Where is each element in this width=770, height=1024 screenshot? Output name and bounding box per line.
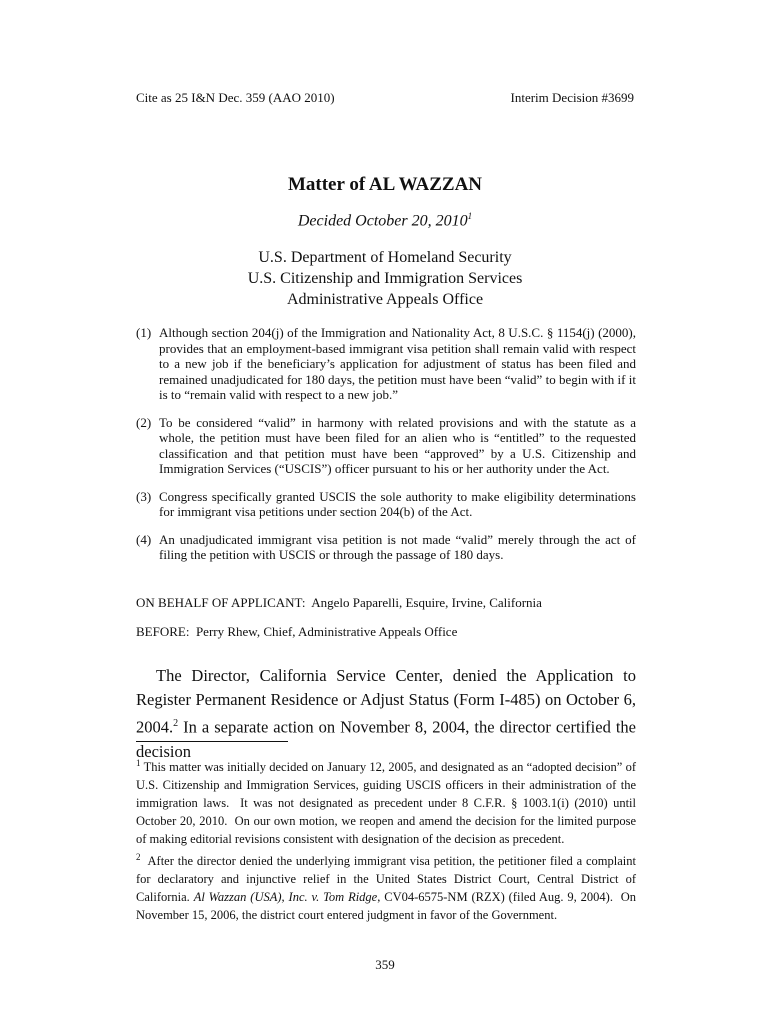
footnote-text: , CV04-6575-NM (RZX) (filed Aug. 9, 2004). On November 15, 2006, the district court entered judgment in favor of the Government. xyxy=(136,890,640,923)
case-title: Matter of AL WAZZAN xyxy=(287,174,483,195)
footnote-divider xyxy=(136,741,288,742)
headnote-item xyxy=(136,532,636,563)
headnote-number: (3) xyxy=(136,488,152,504)
headnotes xyxy=(136,325,636,575)
page-number: 359 xyxy=(375,957,395,972)
opinion-body xyxy=(136,664,636,764)
decided-text: Decided October 20, 2010 xyxy=(297,212,468,230)
headnote-number: (2) xyxy=(136,414,152,430)
headnote-item xyxy=(136,325,636,403)
footnote-text: After the director denied the underlying immigrant visa petition, the petitioner filed a complaint for declaratory and injunctive relief in the United States District Court, Central District of California. xyxy=(136,854,640,905)
footnote-ref-2[interactable]: 2 xyxy=(173,718,179,729)
footnote-1 xyxy=(136,754,640,848)
footnote-ref-1[interactable]: 1 xyxy=(467,211,473,221)
body-text-part-1: The Director, California Service Center, denied the Application to Register Permanent Residence or Adjust Status (Form I-485) on October 6, 2004. xyxy=(136,666,636,737)
agency-line-2: U.S. Citizenship and Immigration Services xyxy=(247,270,523,287)
headnote-number: (1) xyxy=(136,325,152,340)
footnote-marker: 2 xyxy=(136,852,141,863)
agency-block xyxy=(0,247,770,310)
headnote-text: Congress specifically granted USCIS the sole authority to make eligibility determinations for immigrant visa petitions under section 204(b) of the Act. xyxy=(159,488,636,519)
headnote-text: An unadjudicated immigrant visa petition is not made “valid” merely through the act of filing the petition with USCIS or through the passage of 180 days. xyxy=(159,531,636,562)
headnote-item xyxy=(136,489,636,520)
body-text-part-2: In a separate action on November 8, 2004, the director certified the decision xyxy=(136,717,636,761)
headnote-number: (4) xyxy=(136,531,152,547)
headnote-text: Although section 204(j) of the Immigration and Nationality Act, 8 U.S.C. § 1154(j) (2000), provides that an employment-based immigrant visa petition shall remain valid with respect to a new job if the beneficiary’s application for adjustment of status has been filed and remained unadjudicated for 180 days, the petition must have been “valid” to begin with if it is to “remain valid with respect to a new job.” xyxy=(159,325,636,402)
decision-number-header: Interim Decision #3699 xyxy=(510,90,634,105)
case-name: Al Wazzan (USA), Inc. v. Tom Ridge xyxy=(193,890,378,905)
on-behalf-of-applicant: ON BEHALF OF APPLICANT: Angelo Paparelli, Esquire, Irvine, California xyxy=(136,595,542,610)
headnote-text: To be considered “valid” in harmony with related provisions and with the statute as a whole, the petition must have been filed for an alien who is “entitled” to the requested classification and that petition must have been “approved” by a U.S. Citizenship and Immigration Services (“USCIS”) officer pursuant to his or her authority under the Act. xyxy=(159,414,636,476)
agency-line-3: Administrative Appeals Office xyxy=(286,291,484,308)
decided-date xyxy=(0,211,770,230)
citation-header: Cite as 25 I&N Dec. 359 (AAO 2010) xyxy=(136,90,335,105)
headnote-item xyxy=(136,415,636,477)
footnote-marker: 1 xyxy=(136,758,141,768)
agency-line-1: U.S. Department of Homeland Security xyxy=(258,249,512,266)
footnote-2 xyxy=(136,848,640,924)
footnotes xyxy=(136,754,640,924)
footnote-text: This matter was initially decided on January 12, 2005, and designated as an “adopted decision” of U.S. Citizenship and Immigration Services, guiding USCIS officers in their administration of the immigration laws. It was not designated as precedent under 8 C.F.R. § 1003.1(i) (2010) until October 20, 2010. On our own motion, we reopen and amend the decision for the limited purpose of making editorial revisions consistent with designation of the decision as precedent. xyxy=(136,760,640,847)
before-panel: BEFORE: Perry Rhew, Chief, Administrative Appeals Office xyxy=(136,624,458,639)
